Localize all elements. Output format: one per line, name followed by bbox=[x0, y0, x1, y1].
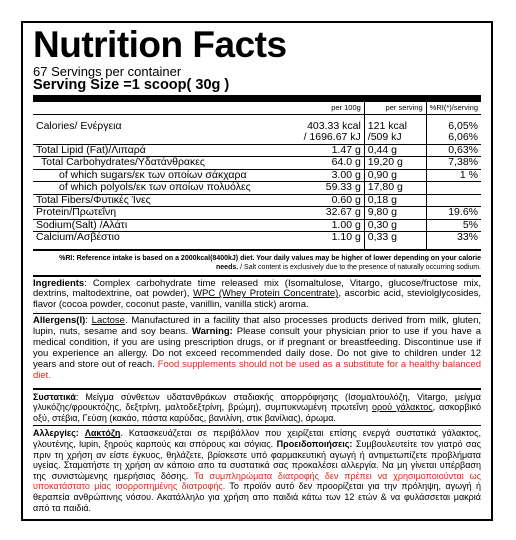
ingredients-gr bbox=[33, 388, 481, 426]
allergens-text-2: Please consult your physician prior to use if you have a medical condition, if you are using prescription drugs, or if pregnant or breastfeeding. Discontinue use if you experience an allergy. Do not exceed recommended daily dose. Do not give to children under 12 years and store out of reach. bbox=[33, 326, 481, 370]
row-per100: 59.33 g bbox=[288, 182, 364, 195]
table-row bbox=[33, 232, 481, 244]
row-label: Protein/Πρωτεΐνη bbox=[33, 207, 288, 220]
allergens-en bbox=[33, 313, 481, 383]
greek-allergens-lactose: Λακτόζη bbox=[84, 428, 121, 439]
greek-allergens-label: Αλλεργίες: bbox=[33, 428, 79, 439]
table-row bbox=[33, 157, 481, 170]
row-ri: 33% bbox=[426, 232, 481, 244]
row-label: Total Lipid (Fat)/Λιπαρά bbox=[33, 144, 288, 157]
footnote-line1: %RI: Reference intake is based on a 2000kcal(8400kJ) diet. Your daily values may be higher of lower depending on your calorie bbox=[59, 254, 481, 262]
header-ri: %RI(*)/serving bbox=[426, 102, 481, 114]
ingredients-wpc: WPC (Whey Protein Concentrate) bbox=[193, 288, 339, 300]
allergens-sep: : bbox=[85, 315, 92, 327]
table-row bbox=[33, 121, 481, 133]
row-perserving: 121 kcal bbox=[364, 121, 426, 133]
footnote-salt: / Salt content is exclusively due to the presence of naturally occurring sodium. bbox=[238, 263, 481, 271]
row-ri bbox=[426, 182, 481, 195]
greek-ingredients-text-2: , ασκορβικό οξύ, στέβια, Γεύση (κακάο, πάστα καρύδας, βανιλίνη, στικ βανίλιας), άρωμα. bbox=[33, 402, 481, 423]
footnote-line2 bbox=[33, 263, 481, 272]
row-ri: 0,63% bbox=[426, 144, 481, 157]
greek-ingredients-text: : Μείγμα σύνθετων υδατανθράκων σταδιακής απορρόφησης (Ισομαλτουλόζη, Vitargo, μείγμα γλυκόζης/φρουκτόζης, δεξτρίνη, μαλτοδεξτρίνη, βρώμη), συμπυκνωμένη πρωτεΐνη bbox=[33, 391, 481, 413]
table-row bbox=[33, 132, 481, 144]
header-perserving: per serving bbox=[364, 102, 426, 114]
reference-footnote bbox=[33, 249, 481, 275]
header-blank bbox=[33, 102, 288, 114]
row-ri: 6,05% bbox=[448, 119, 478, 132]
row-per100: 1.10 g bbox=[288, 232, 364, 244]
row-label: of which polyols/εκ των οποίων πολυόλες bbox=[33, 182, 288, 195]
row-perserving: 0,44 g bbox=[364, 144, 426, 157]
ingredients-en bbox=[33, 275, 481, 314]
row-perserving: 0,18 g bbox=[364, 194, 426, 207]
allergens-warning: Warning: bbox=[192, 326, 233, 338]
greek-allergens-text: . Κατασκευάζεται σε περιβάλλον που χειρίζεται επίσης ενεργά συστατικά γάλακτος, γλουτένης, lupin, ξηρούς καρπούς και σπόρους και σόγιας. bbox=[33, 428, 481, 450]
row-per100: 32.67 g bbox=[288, 207, 364, 220]
row-per100: 1.00 g bbox=[288, 219, 364, 232]
allergens-gr bbox=[33, 425, 481, 515]
label-title: Nutrition Facts bbox=[33, 24, 287, 65]
row-perserving: 0,90 g bbox=[364, 169, 426, 182]
table-header-row bbox=[33, 102, 481, 114]
table-row bbox=[33, 207, 481, 220]
table-row bbox=[33, 144, 481, 157]
row-ri: 6,06% bbox=[448, 131, 478, 143]
footnote-needs: needs. bbox=[216, 263, 239, 271]
servings-per-container: 67 Servings per container bbox=[33, 64, 182, 79]
row-label: Calories/ Ενέργεια bbox=[36, 119, 122, 132]
row-ri: 7,38% bbox=[426, 157, 481, 170]
ingredients-text-2: , ascorbic acid, steviolglycosides, flavor (cocoa powder, coconut paste, vanillin, vanilla stick) aroma. bbox=[33, 288, 482, 311]
table-row bbox=[33, 169, 481, 182]
greek-allergens-text-3: Το προϊόν αυτό δεν προορίζεται για την πρόληψη, αγωγή ή θεραπεία ανθρώπινης νόσου. Ακατάλληλο για χρήση απο παιδιά κάτω των 12 ετών & να φυλάσσεται μακριά από τα παιδιά. bbox=[33, 481, 481, 513]
greek-allergens-warning: Προειδοποιήσεις: bbox=[276, 439, 353, 450]
ingredients-label: Ingredients bbox=[33, 277, 85, 289]
row-per100: / 1696.67 kJ bbox=[288, 132, 364, 144]
row-ri bbox=[426, 194, 481, 207]
row-per100: 64.0 g bbox=[288, 157, 364, 170]
row-label: Total Carbohydrates/Υδατάνθρακες bbox=[33, 157, 288, 170]
row-per100: 403.33 kcal bbox=[288, 121, 364, 133]
row-per100: 3.00 g bbox=[288, 169, 364, 182]
nutrition-facts-label bbox=[21, 21, 493, 521]
row-ri: 19.6% bbox=[426, 207, 481, 220]
row-perserving: 17,80 g bbox=[364, 182, 426, 195]
row-ri: 5% bbox=[426, 219, 481, 232]
greek-allergens-text-2: Συμβουλευτείτε τον γιατρό σας πριν τη χρήση αν είστε έγκυος, θηλάζετε, βρίσκεστε υπό φαρμακευτική αγωγή ή αντιμετωπίζετε προβλήματα υγείας. Σταματήστε τη χρήση αν κάποιο απο τα συστατικά σας προκαλέσει αλλεργία. Να μη γίνεται υπέρβαση της συνιστώμενης ημερήσιας δόσης. bbox=[33, 439, 482, 481]
allergens-red-note: Food supplements should not be used as a substitute for a healthy balanced diet. bbox=[33, 358, 481, 381]
greek-ingredients-milk: ορού γάλακτος bbox=[372, 402, 433, 413]
row-perserving: 9,80 g bbox=[364, 207, 426, 220]
row-label: Calcium/Ασβέστιο bbox=[33, 232, 288, 244]
row-perserving: 0,30 g bbox=[364, 219, 426, 232]
row-label: Total Fibers/Φυτικές Ίνες bbox=[33, 194, 288, 207]
ingredients-text: : Complex carbohydrate time released mix (Isomaltulose, Vitargo, glucose/fructose mix, dextrins, maltodextrine, oat powder), bbox=[33, 277, 481, 300]
row-per100: 1.47 g bbox=[288, 144, 364, 157]
table-row bbox=[33, 182, 481, 195]
row-ri: 1 % bbox=[426, 169, 481, 182]
nutrition-table bbox=[33, 102, 481, 249]
row-label: of which sugars/εκ των οποίων σάκχαρα bbox=[33, 169, 288, 182]
allergens-lactose: Lactose bbox=[91, 315, 125, 327]
serving-size: Serving Size =1 scoop( 30g ) bbox=[33, 78, 481, 102]
header-per100: per 100g bbox=[288, 102, 364, 114]
row-perserving: 19,20 g bbox=[364, 157, 426, 170]
row-label bbox=[33, 132, 288, 144]
row-label: Sodium(Salt) /Αλάτι bbox=[33, 219, 288, 232]
table-row bbox=[33, 219, 481, 232]
greek-allergens-red-note: Τα συμπληρώματα διατροφής δεν πρέπει να χρησιμοποιούνται ως υποκατάστατο μίας ισορροπημένης διατροφής. bbox=[33, 470, 481, 492]
row-perserving: 0,33 g bbox=[364, 232, 426, 244]
row-perserving: /509 kJ bbox=[364, 132, 426, 144]
allergens-label: Allergens(I) bbox=[33, 315, 86, 327]
row-per100: 0.60 g bbox=[288, 194, 364, 207]
table-row bbox=[33, 194, 481, 207]
greek-ingredients-label: Συστατικά bbox=[33, 391, 76, 402]
allergens-text: . Manufactured in a facility that also processes products derived from milk, gluten, lupin, nuts, sesame and soy beans. bbox=[33, 315, 482, 338]
